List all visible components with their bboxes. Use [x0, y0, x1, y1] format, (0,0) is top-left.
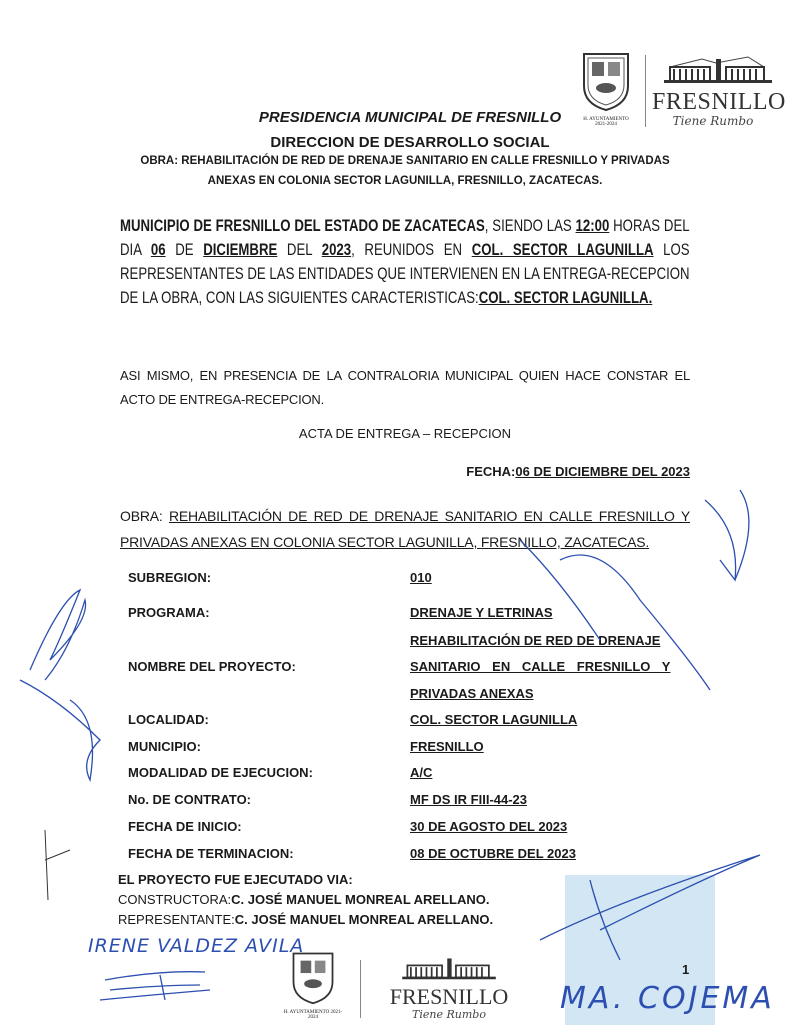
municipio-value: FRESNILLO [410, 739, 484, 754]
handwritten-name-left: IRENE VALDEZ AVILA [88, 935, 305, 957]
fecha-line [466, 464, 690, 479]
termino-label: FECHA DE TERMINACION: [128, 846, 294, 861]
intro-text: , SIENDO LAS [484, 217, 576, 235]
representante-label: REPRESENTANTE: [118, 912, 235, 927]
subregion-value: 010 [410, 570, 432, 585]
proyecto-value-line3: PRIVADAS ANEXAS [410, 686, 534, 701]
obra-block [120, 503, 690, 555]
fecha-label: FECHA: [466, 464, 516, 479]
footer-seal-logo [282, 950, 344, 1020]
seal-caption: H. AYUNTAMIENTO 2021-2024 [583, 117, 629, 127]
proyecto-value-line1: REHABILITACIÓN DE RED DE DRENAJE [410, 633, 661, 648]
proyecto-label: NOMBRE DEL PROYECTO: [128, 659, 296, 674]
fecha-value: 06 DE DICIEMBRE DEL 2023 [515, 464, 690, 479]
brand-name: FRESNILLO [652, 89, 786, 115]
intro-hora: 12:00 [575, 217, 610, 235]
document-subtitle: DIRECCION DE DESARROLLO SOCIAL [270, 134, 550, 151]
ejecucion-heading: EL PROYECTO FUE EJECUTADO VIA: [118, 872, 353, 887]
brand-tagline: Tiene Rumbo [412, 1008, 486, 1021]
contrato-label: No. DE CONTRATO: [128, 792, 252, 807]
intro-lugar: COL. SECTOR LAGUNILLA [471, 241, 654, 259]
programa-label: PROGRAMA: [128, 605, 210, 620]
municipio-label: MUNICIPIO: [128, 739, 201, 754]
intro-text: , REUNIDOS EN [351, 241, 472, 259]
signature-bottom-left [100, 972, 210, 1000]
acta-title: ACTA DE ENTREGA – RECEPCION [298, 426, 512, 441]
contraloria-paragraph: ASI MISMO, EN PRESENCIA DE LA CONTRALORIA MUNICIPAL QUIEN HACE CONSTAR EL ACTO DE ENTREGA-RECEPCION. [120, 368, 690, 407]
inicio-value: 30 DE AGOSTO DEL 2023 [410, 819, 568, 834]
seal-caption: H. AYUNTAMIENTO 2021-2024 [283, 1010, 343, 1020]
constructora-line [118, 892, 490, 907]
pen-mark-left [45, 830, 70, 900]
representante-line [118, 912, 493, 927]
handwritten-name-right: MA. COJEMA [560, 981, 775, 1016]
modalidad-value: A/C [410, 765, 433, 780]
proyecto-value-line2: SANITARIO EN CALLE FRESNILLO Y [410, 659, 671, 674]
intro-text: DEL [277, 241, 322, 259]
intro-municipio: MUNICIPIO DE FRESNILLO DEL ESTADO DE ZACATECAS [120, 217, 485, 235]
signature-right-top [705, 490, 749, 580]
constructora-value: C. JOSÉ MANUEL MONREAL ARELLANO. [231, 892, 490, 907]
footer-brand-logo [368, 955, 530, 1020]
inicio-label: FECHA DE INICIO: [128, 819, 242, 834]
header-obra-line2: ANEXAS EN COLONIA SECTOR LAGUNILLA, FRESNILLO, ZACATECAS. [207, 175, 603, 187]
termino-value: 08 DE OCTUBRE DEL 2023 [410, 846, 576, 861]
programa-value: DRENAJE Y LETRINAS [410, 605, 553, 620]
obra-label: OBRA: [120, 508, 169, 524]
obra-value: REHABILITACIÓN DE RED DE DRENAJE SANITARIO EN CALLE FRESNILLO Y PRIVADAS ANEXAS EN COLONIA SECTOR LAGUNILLA, FRESNILLO, ZACATECAS. [120, 508, 690, 550]
logo-divider [360, 960, 361, 1018]
subregion-label: SUBREGION: [128, 570, 212, 585]
header-obra-line1: OBRA: REHABILITACIÓN DE RED DE DRENAJE SANITARIO EN CALLE FRESNILLO Y PRIVADAS [140, 155, 670, 167]
document-title: PRESIDENCIA MUNICIPAL DE FRESNILLO [258, 109, 562, 126]
contrato-value: MF DS IR FIII-44-23 [410, 792, 528, 807]
intro-text: LOS REPRESENTANTES DE LAS ENTIDADES QUE INTERVIENEN EN LA ENTREGA-RECEPCION DE LA OBRA, CON LAS SIGUIENTES CARACTERISTICAS: [120, 241, 690, 307]
representante-value: C. JOSÉ MANUEL MONREAL ARELLANO. [234, 912, 494, 927]
intro-text: DE [165, 241, 204, 259]
intro-mes: DICIEMBRE [203, 241, 278, 259]
intro-paragraph [120, 214, 690, 310]
constructora-label: CONSTRUCTORA: [118, 892, 232, 907]
localidad-label: LOCALIDAD: [128, 712, 209, 727]
brand-tagline: Tiene Rumbo [672, 114, 754, 128]
brand-name: FRESNILLO [389, 984, 509, 1009]
intro-anio: 2023 [321, 241, 352, 259]
modalidad-label: MODALIDAD DE EJECUCION: [128, 765, 313, 780]
signature-left [20, 590, 100, 780]
page-number: 1 [682, 962, 690, 977]
localidad-value: COL. SECTOR LAGUNILLA [410, 712, 578, 727]
intro-dia: 06 [150, 241, 166, 259]
intro-lugar2: COL. SECTOR LAGUNILLA. [478, 289, 653, 307]
intro-text: HORAS DEL DIA [120, 217, 690, 259]
